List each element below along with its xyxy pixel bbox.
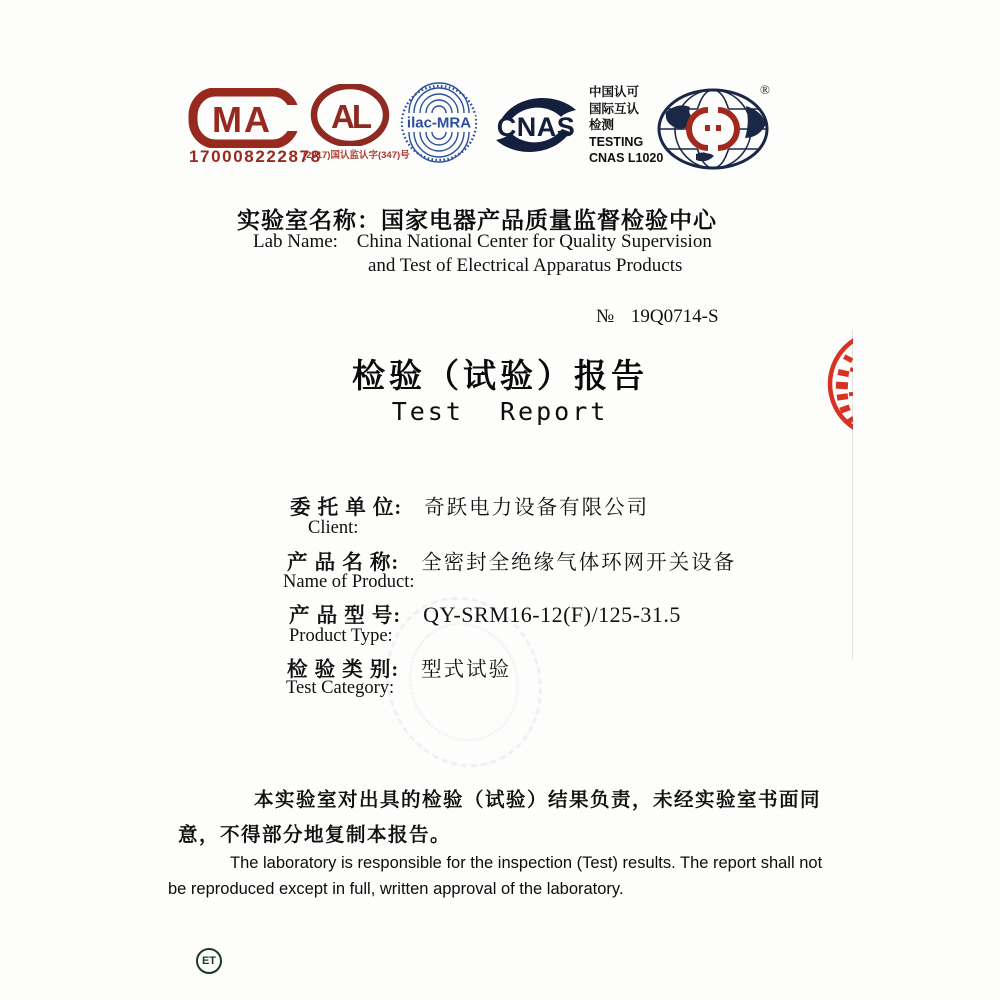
field-product-name-row (287, 545, 736, 575)
report-title-cn: 检验（试验）报告 (352, 357, 648, 394)
cma-letters: MA (212, 99, 272, 140)
ilac-mra-logo (398, 82, 480, 169)
field-client-row (290, 490, 649, 520)
registered-trademark-mark: ® (760, 82, 770, 97)
cnas-logo (490, 90, 582, 165)
field-value: 型式试验 (421, 659, 512, 681)
globe-certification-logo (656, 84, 774, 175)
cnas-label: CNAS (496, 112, 576, 142)
lab-name-cn: 实验室名称：国家电器产品质量监督检验中心 (237, 207, 717, 233)
accreditation-line: 检测 (589, 118, 615, 132)
field-value: 全密封全绝缘气体环网开关设备 (421, 552, 737, 574)
field-label-cn: 产 品 名 称: (287, 552, 400, 574)
cal-letters: AL (331, 98, 369, 135)
cal-logo (310, 84, 390, 151)
accreditation-line: TESTING (589, 134, 644, 149)
field-product-name-label-en: Name of Product: (283, 572, 415, 592)
field-label-cn: 产 品 型 号: (289, 605, 402, 627)
et-mark (196, 948, 222, 974)
disclaimer-en: The laboratory is responsible for the inspection (Test) results. The report shall not be reproduced except in full, written approval of the laboratory. (168, 854, 823, 899)
accreditation-line: 国际互认 (589, 101, 640, 116)
accreditation-line: CNAS L1020 (589, 151, 664, 165)
field-value: 奇跃电力设备有限公司 (424, 497, 650, 519)
report-number-value: 19Q0714-S (630, 306, 719, 327)
et-mark-label: ET (201, 955, 217, 967)
cnas-logo-icon (490, 90, 582, 160)
lab-name-en-line1 (253, 231, 712, 253)
ilac-mra-logo-icon (398, 82, 480, 164)
cma-logo-icon (188, 88, 302, 148)
lab-name-en-text: China National Center for Quality Supervision (356, 231, 712, 252)
page-fold-line (852, 330, 853, 660)
accreditation-text (589, 84, 663, 167)
field-product-type-label-en: Product Type: (289, 626, 393, 646)
field-label-cn: 检 验 类 别: (287, 659, 400, 681)
field-product-type-row (289, 598, 681, 628)
cal-logo-icon (310, 84, 390, 146)
ilac-mra-label: ilac-MRA (406, 114, 472, 132)
field-label-cn: 委 托 单 位: (290, 497, 403, 519)
lab-name-en-line2: and Test of Electrical Apparatus Products (368, 255, 683, 276)
cal-caption: (2017)国认监认字(347)号 (303, 150, 410, 161)
field-client-label-en: Client: (308, 518, 359, 538)
lab-name-en-label: Lab Name: (253, 231, 338, 252)
numero-symbol: № (596, 306, 615, 327)
report-title-en: Test Report (391, 397, 609, 426)
accreditation-line: 中国认可 (589, 85, 640, 99)
globe-logo-icon (656, 84, 774, 170)
cma-logo (188, 88, 302, 153)
disclaimer-cn: 本实验室对出具的检验（试验）结果负责，未经实验室书面同意，不得部分地复制本报告。 (178, 790, 822, 846)
cma-certificate-number: 170008222878 (189, 147, 322, 166)
field-value: QY-SRM16-12(F)/125-31.5 (423, 602, 681, 627)
report-number (596, 306, 719, 328)
field-test-category-label-en: Test Category: (286, 678, 395, 698)
